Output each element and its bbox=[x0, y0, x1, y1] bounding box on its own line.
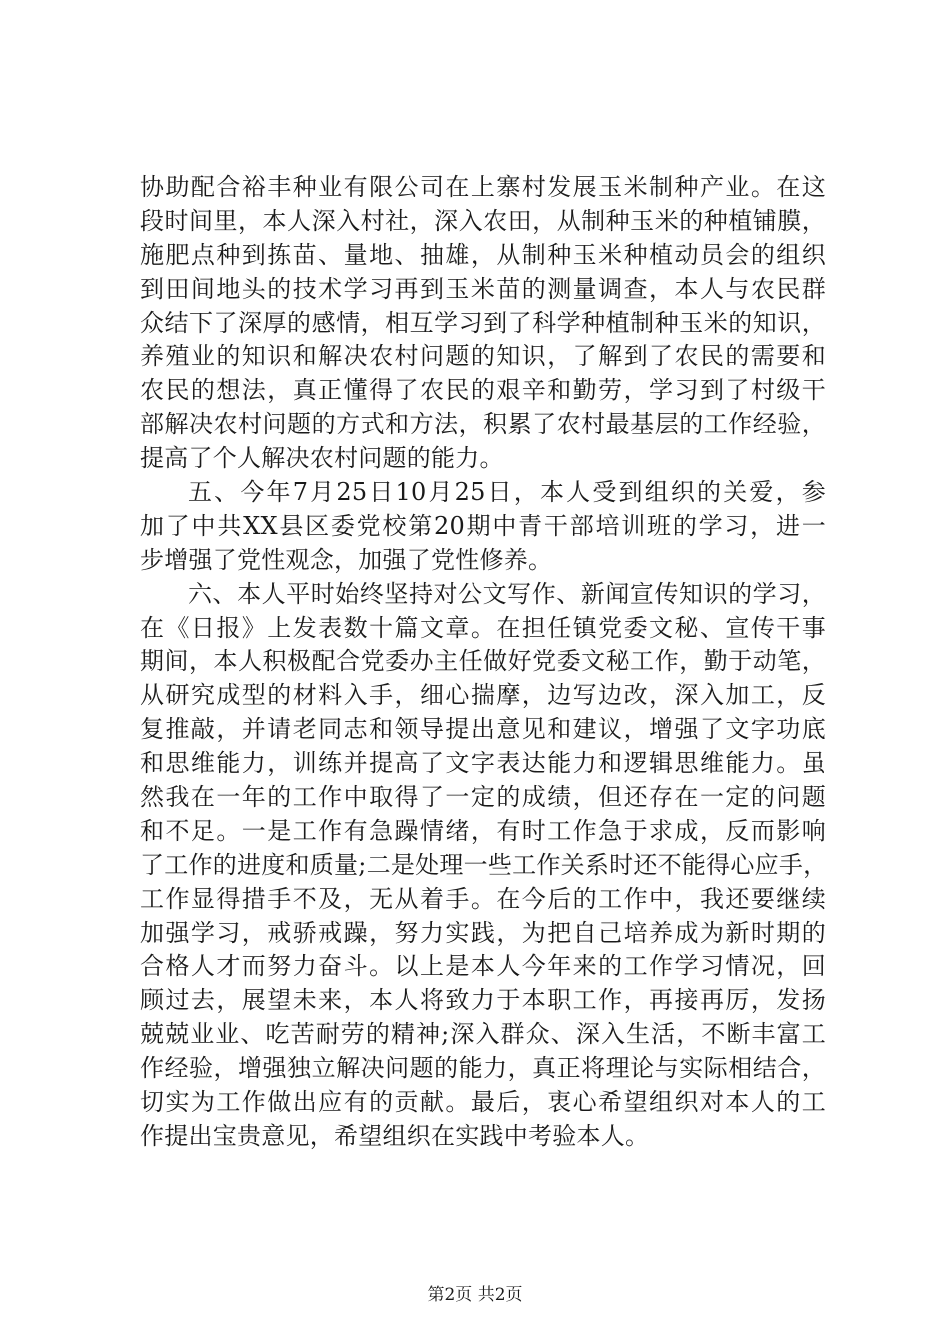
text-line: 部解决农村问题的方式和方法，积累了农村最基层的工作经验， bbox=[140, 410, 826, 439]
text-line: 段时间里，本人深入村社，深入农田，从制种玉米的种植铺膜， bbox=[140, 206, 826, 235]
document-body bbox=[140, 171, 826, 1154]
text-line: 合格人才而努力奋斗。以上是本人今年来的工作学习情况，回 bbox=[140, 952, 826, 981]
text-line: 作提出宝贵意见，希望组织在实践中考验本人。 bbox=[140, 1121, 650, 1150]
text-line: 加强学习，戒骄戒躁，努力实践，为把自己培养成为新时期的 bbox=[140, 918, 826, 947]
text-line: 提高了个人解决农村问题的能力。 bbox=[140, 444, 504, 473]
text-line: 在《日报》上发表数十篇文章。在担任镇党委文秘、宣传干事 bbox=[140, 613, 826, 642]
paragraph-six-line: 六、本人平时始终坚持对公文写作、新闻宣传知识的学习， bbox=[188, 579, 826, 608]
text-line: 施肥点种到拣苗、量地、抽雄，从制种玉米种植动员会的组织 bbox=[140, 240, 826, 269]
text-line: 到田间地头的技术学习再到玉米苗的测量调查，本人与农民群 bbox=[140, 274, 826, 303]
text-line: 切实为工作做出应有的贡献。最后，衷心希望组织对本人的工 bbox=[140, 1088, 826, 1117]
text-line: 众结下了深厚的感情，相互学习到了科学种植制种玉米的知识， bbox=[140, 308, 826, 337]
paragraph-five-line: 五、今年7月25日10月25日，本人受到组织的关爱，参 bbox=[188, 478, 826, 507]
page-number-footer: 第2页 共2页 bbox=[427, 1285, 523, 1305]
text-line: 步增强了党性观念，加强了党性修养。 bbox=[140, 545, 553, 574]
text-line: 养殖业的知识和解决农村问题的知识，了解到了农民的需要和 bbox=[140, 342, 826, 371]
text-line: 和不足。一是工作有急躁情绪，有时工作急于求成，反而影响 bbox=[140, 816, 826, 845]
text-line: 期间，本人积极配合党委办主任做好党委文秘工作，勤于动笔， bbox=[140, 647, 826, 676]
text-line: 农民的想法，真正懂得了农民的艰辛和勤劳，学习到了村级干 bbox=[140, 376, 826, 405]
text-line: 复推敲，并请老同志和领导提出意见和建议，增强了文字功底 bbox=[140, 715, 826, 744]
text-line: 作经验，增强独立解决问题的能力，真正将理论与实际相结合， bbox=[140, 1054, 826, 1083]
text-line: 了工作的进度和质量;二是处理一些工作关系时还不能得心应手， bbox=[140, 850, 828, 879]
text-line: 协助配合裕丰种业有限公司在上寨村发展玉米制种产业。在这 bbox=[140, 173, 826, 201]
text-line: 然我在一年的工作中取得了一定的成绩，但还存在一定的问题 bbox=[140, 783, 826, 812]
text-line: 兢兢业业、吃苦耐劳的精神;深入群众、深入生活，不断丰富工 bbox=[140, 1020, 826, 1049]
text-line: 和思维能力，训练并提高了文字表达能力和逻辑思维能力。虽 bbox=[140, 749, 826, 778]
text-line: 工作显得措手不及，无从着手。在今后的工作中，我还要继续 bbox=[140, 884, 826, 913]
text-line: 顾过去，展望未来，本人将致力于本职工作，再接再厉，发扬 bbox=[140, 986, 826, 1015]
text-line: 加了中共XX县区委党校第20期中青干部培训班的学习，进一 bbox=[140, 511, 826, 540]
text-line: 从研究成型的材料入手，细心揣摩，边写边改，深入加工，反 bbox=[140, 681, 826, 710]
